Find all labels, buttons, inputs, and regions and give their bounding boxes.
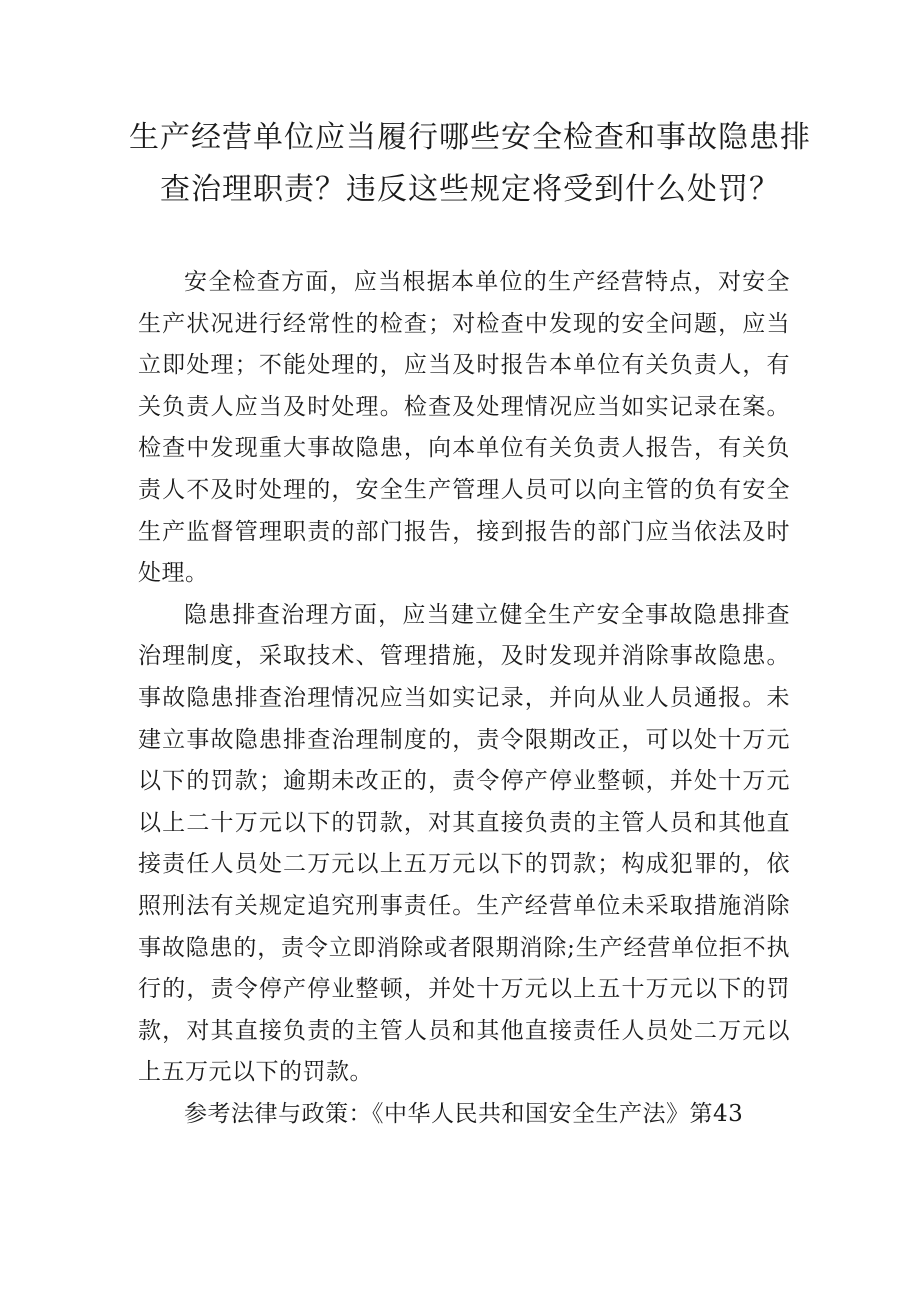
paragraph-safety-inspection: 安全检查方面，应当根据本单位的生产经营特点，对安全生产状况进行经常性的检查；对检查中发现的安全问题，应当立即处理；不能处理的，应当及时报告本单位有关负责人，有关负责人应当及时处理。检查及处理情况应当如实记录在案。检查中发现重大事故隐患，向本单位有关负责人报告，有关负责人不及时处理的，安全生产管理人员可以向主管的负有安全生产监督管理职责的部门报告，接到报告的部门应当依法及时处理。: [138, 269, 790, 587]
document-title: 生产经营单位应当履行哪些安全检查和事故隐患排查治理职责？违反这些规定将受到什么处罚？: [129, 120, 811, 207]
document-body: [138, 262, 790, 1135]
paragraph-legal-reference: 参考法律与政策：《中华人民共和国安全生产法》第43: [184, 1100, 744, 1127]
paragraph-hazard-investigation: 隐患排查治理方面，应当建立健全生产安全事故隐患排查治理制度，采取技术、管理措施，及时发现并消除事故隐患。事故隐患排查治理情况应当如实记录，并向从业人员通报。未建立事故隐患排查治理制度的，责令限期改正，可以处十万元以下的罚款；逾期未改正的，责令停产停业整顿，并处十万元以上二十万元以下的罚款，对其直接负责的主管人员和其他直接责任人员处二万元以上五万元以下的罚款；构成犯罪的，依照刑法有关规定追究刑事责任。生产经营单位未采取措施消除事故隐患的，责令立即消除或者限期消除;生产经营单位拒不执行的，责令停产停业整顿，并处十万元以上五十万元以下的罚款，对其直接负责的主管人员和其他直接责任人员处二万元以上五万元以下的罚款。: [138, 601, 790, 1086]
